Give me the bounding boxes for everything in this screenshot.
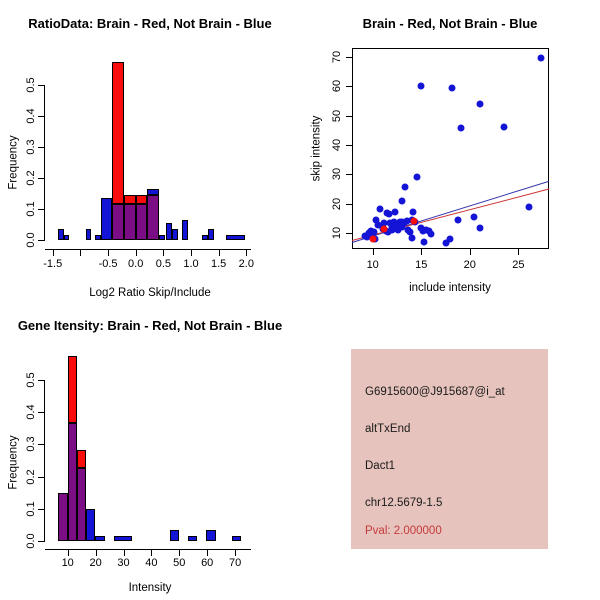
scatter-point-not-brain (447, 236, 454, 243)
y-tick-label: 70 (331, 50, 343, 63)
y-tick (346, 174, 352, 175)
x-tick (53, 250, 54, 256)
gene-histogram-ylabel: Frequency (7, 435, 20, 490)
x-tick (235, 550, 236, 556)
bar-segment-brain (136, 195, 148, 204)
x-tick (207, 550, 208, 556)
x-tick-label: 50 (173, 557, 186, 569)
gene-histogram-xlabel: Intensity (128, 582, 172, 594)
scatter-point-not-brain (500, 124, 507, 131)
bar-segment-not-brain (147, 189, 159, 195)
scatter-point-not-brain (476, 100, 483, 107)
y-tick (38, 509, 44, 510)
x-tick (151, 550, 152, 556)
y-axis-line (44, 380, 45, 542)
y-axis-line (44, 85, 45, 241)
x-tick-label: 15 (415, 259, 428, 271)
info-gene-name: Dact1 (365, 460, 396, 472)
y-tick-label: 0.4 (25, 108, 37, 124)
scatter-point-not-brain (418, 83, 425, 90)
x-tick (518, 249, 519, 255)
x-tick (219, 250, 220, 256)
scatter-point-not-brain (414, 174, 421, 181)
bar-segment-brain (124, 195, 136, 204)
x-tick-label: 70 (228, 557, 242, 569)
bar-segment-not-brain (170, 530, 179, 541)
info-probe-id: G6915600@J915687@i_at (365, 386, 505, 398)
scatter-point-not-brain (470, 214, 477, 221)
bar-segment-not-brain (188, 536, 197, 541)
bar-segment-not-brain (101, 198, 113, 240)
y-tick (38, 444, 44, 445)
scatter-point-brain (411, 217, 418, 224)
y-tick-label: 0.1 (25, 201, 37, 217)
x-tick (421, 249, 422, 255)
y-tick-label: 50 (331, 109, 343, 122)
scatter-ylabel: skip intensity (310, 115, 323, 182)
scatter-point-not-brain (427, 230, 434, 237)
bar-segment-overlap (147, 195, 159, 240)
x-tick-label: -0.5 (98, 258, 118, 270)
x-tick (136, 250, 137, 256)
scatter-point-not-brain (449, 85, 456, 92)
x-tick (191, 250, 192, 256)
y-tick (38, 209, 44, 210)
ratio-histogram-title: RatioData: Brain - Red, Not Brain - Blue (28, 16, 272, 31)
y-tick (38, 178, 44, 179)
scatter-point-not-brain (377, 205, 384, 212)
bar-segment-not-brain (159, 235, 165, 240)
gene-histogram-title: Gene Itensity: Brain - Red, Not Brain - Blue (17, 318, 283, 333)
bar-segment-overlap (136, 204, 148, 240)
x-tick-label: 20 (89, 557, 102, 569)
y-tick-label: 0.3 (25, 436, 37, 453)
scatter-title: Brain - Red, Not Brain - Blue (362, 16, 538, 31)
y-tick-label: 30 (331, 168, 343, 181)
bar-segment-overlap (112, 204, 124, 240)
x-tick-label: 2.0 (238, 258, 254, 270)
x-tick (470, 249, 471, 255)
x-tick (124, 550, 125, 556)
y-tick-label: 0.4 (25, 404, 37, 420)
x-tick (68, 550, 69, 556)
bar-segment-not-brain (226, 235, 244, 240)
ratio-histogram-xlabel: Log2 Ratio Skip/Include (89, 287, 211, 299)
bar-segment-not-brain (182, 220, 188, 240)
y-tick (38, 477, 44, 478)
bar-segment-overlap (58, 493, 67, 541)
info-pval: Pval: 2.000000 (365, 525, 442, 537)
bar-segment-overlap (77, 468, 86, 541)
y-tick-label: 20 (331, 197, 343, 210)
x-tick-label: 25 (512, 259, 525, 271)
y-tick (38, 85, 44, 86)
y-tick (38, 116, 44, 117)
x-tick-label: 0.0 (128, 258, 144, 270)
info-card (351, 349, 548, 549)
y-tick (38, 147, 44, 148)
x-tick-label: 20 (463, 259, 476, 271)
x-tick (80, 250, 81, 256)
y-tick (346, 116, 352, 117)
x-tick-label: 1.0 (183, 258, 199, 270)
info-locus: chr12.5679-1.5 (365, 497, 443, 509)
ratio-histogram-ylabel: Frequency (7, 135, 20, 190)
scatter-point-brain (381, 226, 388, 233)
x-tick (373, 249, 374, 255)
y-tick-label: 0.1 (25, 501, 37, 517)
y-tick-label: 0.0 (25, 533, 37, 549)
scatter-point-not-brain (408, 234, 415, 241)
y-tick-label: 40 (331, 138, 343, 152)
bar-segment-not-brain (95, 536, 104, 541)
bar-segment-brain (77, 450, 86, 468)
y-tick (38, 240, 44, 241)
bar-segment-not-brain (114, 536, 132, 541)
y-tick-label: 0.5 (25, 77, 37, 93)
x-axis-line (45, 249, 251, 250)
x-tick-label: 0.5 (155, 258, 171, 270)
y-tick (346, 57, 352, 58)
bar-segment-overlap (124, 204, 136, 240)
scatter-point-not-brain (458, 124, 465, 131)
bar-segment-not-brain (172, 229, 178, 240)
info-event-type: altTxEnd (365, 423, 411, 435)
x-tick (246, 250, 247, 256)
scatter-point-not-brain (421, 239, 428, 246)
scatter-point-not-brain (526, 204, 533, 211)
scatter-point-brain (369, 235, 376, 242)
y-tick (38, 541, 44, 542)
bar-segment-brain (112, 62, 124, 205)
bar-segment-not-brain (206, 530, 215, 541)
scatter-point-not-brain (410, 208, 417, 215)
scatter-point-not-brain (455, 217, 462, 224)
bar-segment-not-brain (232, 536, 241, 541)
scatter-point-not-brain (537, 54, 544, 61)
y-tick (346, 233, 352, 234)
x-tick-label: 10 (61, 557, 74, 569)
x-tick-label: 40 (145, 557, 158, 569)
y-tick-label: 10 (331, 227, 343, 240)
scatter-point-not-brain (398, 198, 405, 205)
scatter-point-not-brain (401, 184, 408, 191)
scatter-xlabel: include intensity (409, 282, 491, 294)
scatter-point-not-brain (392, 208, 399, 215)
bar-segment-not-brain (208, 229, 214, 240)
x-axis-line (45, 549, 251, 550)
bar-segment-overlap (68, 423, 77, 541)
y-tick (38, 412, 44, 413)
x-tick (163, 250, 164, 256)
y-tick (346, 86, 352, 87)
y-tick (38, 380, 44, 381)
y-tick-label: 0.2 (25, 170, 37, 186)
y-tick (346, 145, 352, 146)
y-tick (346, 204, 352, 205)
bar-segment-not-brain (86, 229, 92, 240)
x-tick-label: 10 (366, 259, 379, 271)
x-tick (108, 250, 109, 256)
bar-segment-not-brain (86, 509, 95, 541)
x-tick-label: -1.5 (43, 258, 63, 270)
bar-segment-brain (68, 356, 77, 423)
x-tick-label: 30 (117, 557, 130, 569)
y-tick-label: 60 (331, 79, 343, 93)
x-tick-label: 1.5 (210, 258, 227, 270)
bar-segment-not-brain (64, 235, 70, 240)
x-tick (96, 550, 97, 556)
scatter-plot-box (352, 48, 549, 249)
y-tick-label: 0.2 (25, 468, 37, 485)
y-tick-label: 0.0 (25, 232, 37, 248)
y-tick-label: 0.3 (25, 139, 37, 155)
x-tick (179, 550, 180, 556)
y-tick-label: 0.5 (25, 372, 37, 388)
scatter-point-not-brain (476, 224, 483, 231)
x-tick-label: 60 (201, 557, 214, 569)
